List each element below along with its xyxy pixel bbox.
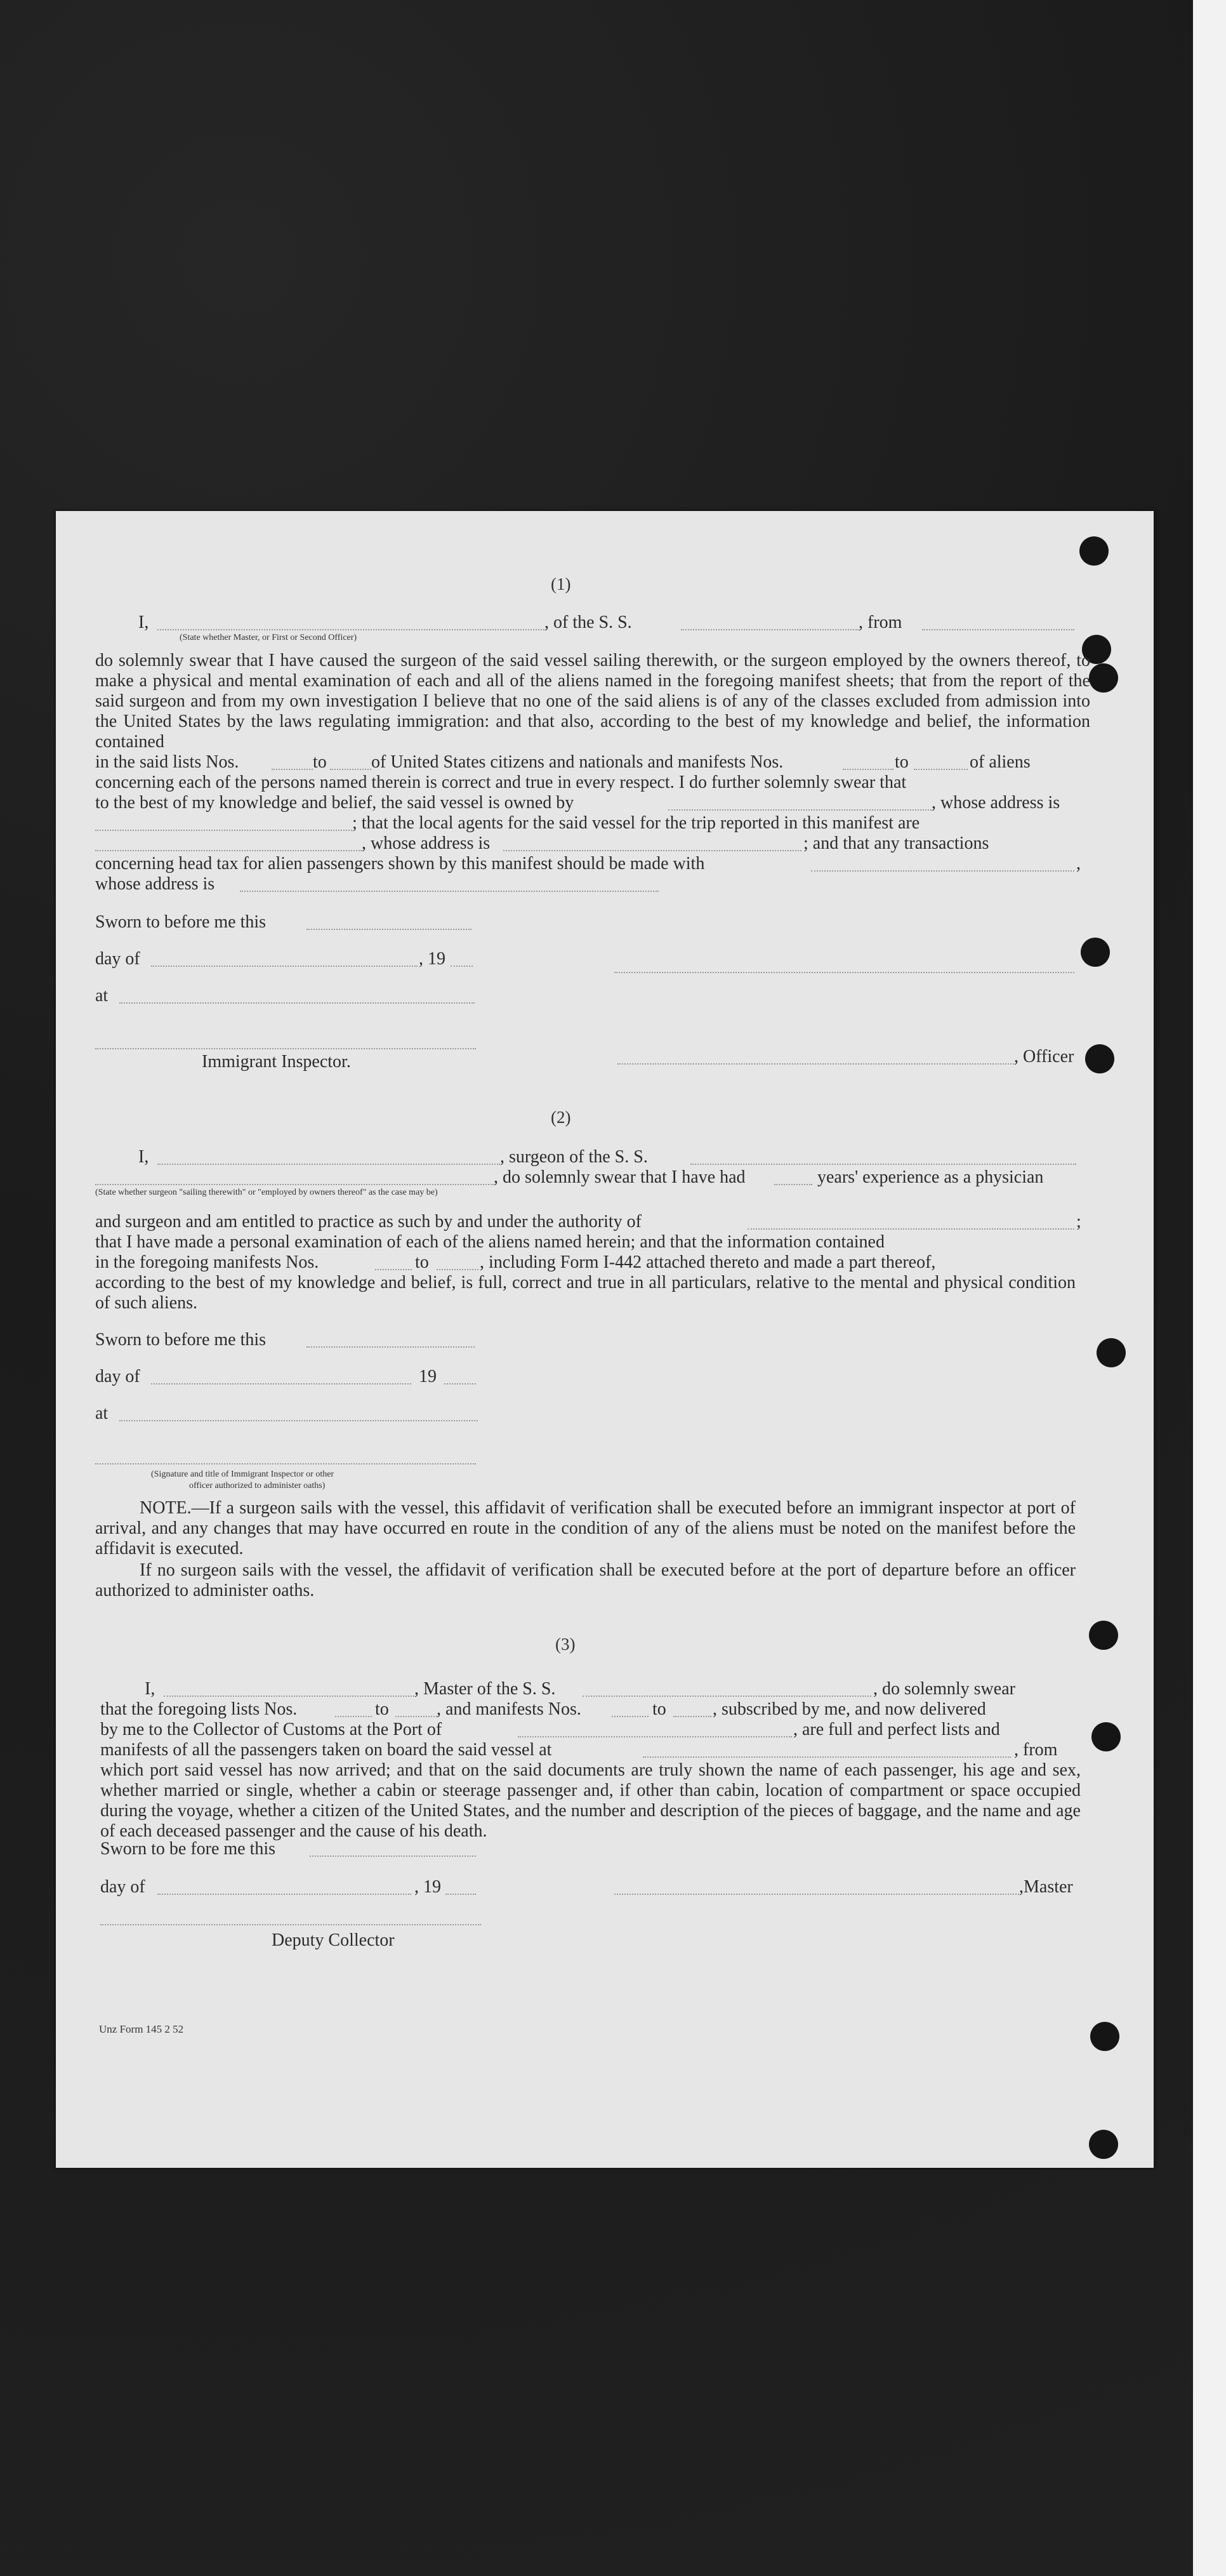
punch-hole [1097,1338,1126,1367]
punch-hole [1085,1044,1114,1073]
s1-sworn: Sworn to before me this [95,912,267,932]
s1-at-field[interactable] [119,1002,475,1004]
form-id: Unz Form 145 2 52 [99,2023,184,2035]
s3-lists-from[interactable] [335,1716,372,1717]
s3-name-field[interactable] [164,1696,414,1697]
s2-sig-hint-2: officer authorized to administer oaths) [189,1481,326,1490]
s1-head-tax-address-field[interactable] [240,891,659,892]
punch-hole [1089,2130,1118,2159]
s3-i-label: I, [145,1679,155,1699]
s1-at: at [95,986,109,1006]
s2-manifests-to: to [415,1252,429,1272]
s2-years: years' experience as a physician [817,1167,1044,1187]
s1-of-ss: , of the S. S. [544,613,632,632]
s1-owner-address-field[interactable] [95,830,352,831]
s2-manifests-to-field[interactable] [437,1269,478,1270]
s3-lists-a: that the foregoing lists Nos. [100,1699,298,1719]
s1-name-field[interactable] [157,629,544,630]
s1-year: , 19 [419,949,445,969]
s3-day-field[interactable] [157,1894,411,1895]
s2-sig-hint-1: (Signature and title of Immigrant Inspector or other [151,1470,334,1479]
s2-at: at [95,1404,109,1423]
s1-day-of: day of [95,949,140,969]
s3-sworn: Sworn to be fore me this [100,1839,276,1859]
s1-lists-c: of aliens [970,752,1031,772]
s1-lists-to1: to [313,752,327,772]
s3-to1: to [375,1699,389,1719]
punch-hole [1089,663,1118,693]
s3-master-of: , Master of the S. S. [414,1679,556,1699]
s1-agents: ; that the local agents for the said vessel for the trip reported in this manifest are [352,813,920,833]
s1-signature-field[interactable] [614,972,1074,973]
s2-note2: If no surgeon sails with the vessel, the affidavit of verification shall be executed before at the port of departure before an officer authorized to administer oaths. [95,1560,1076,1600]
s1-body-p2a: concerning each of the persons named therein is correct and true in every respect. I do further solemnly swear that [95,773,907,792]
s3-master-sig-field[interactable] [614,1894,1019,1895]
section-3-number: (3) [555,1635,576,1654]
s1-lists-b: of United States citizens and nationals and manifests Nos. [371,752,784,772]
s2-capacity-field[interactable] [95,1184,494,1185]
s1-inspector: Immigrant Inspector. [202,1052,351,1072]
s1-manifests-to[interactable] [914,769,968,770]
s1-from-field[interactable] [922,629,1074,630]
s3-year-field[interactable] [445,1894,476,1895]
s3-ship-field[interactable] [583,1696,871,1697]
s2-surgeon-of: , surgeon of the S. S. [500,1147,648,1167]
s2-i-label: I, [138,1147,149,1167]
s1-agents-field[interactable] [95,850,362,851]
s1-inspector-sig-field[interactable] [95,1048,476,1049]
s1-state-hint: (State whether Master, or First or Second Officer) [180,633,357,642]
s3-from: , from [1014,1740,1058,1760]
s2-year-field[interactable] [444,1383,476,1384]
scan-edge [1193,0,1226,2576]
s3-subscribed: , subscribed by me, and now delivered [713,1699,986,1719]
s1-lists-to2: to [895,752,909,772]
punch-hole [1089,1621,1118,1650]
s2-name-field[interactable] [157,1164,500,1165]
s3-day-of: day of [100,1877,145,1897]
s2-body-b: according to the best of my knowledge and belief, is full, correct and true in all particulars, relative to the mental and physical condition of such aliens. [95,1273,1076,1313]
s1-lists-a: in the said lists Nos. [95,752,239,772]
s1-lists-to-field[interactable] [330,769,371,770]
s3-boarded-at-field[interactable] [643,1756,1011,1758]
s1-address-is: , whose address is [932,793,1060,813]
s1-year-field[interactable] [451,966,473,967]
s1-lists-from[interactable] [272,769,313,770]
s3-body: which port said vessel has now arrived; and that on the said documents are truly shown the name of each passenger, his age and sex, whether married or single, whether a cabin or steerage passenger and, if other than cabin, location of compartment or space occupied during the voyage, whether a citizen of the United States, and the number and description of the pieces of baggage, and the name and age of each deceased passenger and the cause of his death. [100,1760,1081,1841]
s1-day-field[interactable] [151,966,418,967]
s1-from: , from [859,613,902,632]
s1-manifests-from[interactable] [843,769,893,770]
section-2-number: (2) [551,1108,571,1127]
s2-years-field[interactable] [774,1184,812,1185]
s3-port-field[interactable] [518,1736,792,1737]
s3-deputy-sig-field[interactable] [100,1924,481,1925]
section-1-number: (1) [551,574,571,594]
s3-collector: by me to the Collector of Customs at the Port of [100,1720,442,1739]
punch-hole [1091,1722,1121,1751]
s2-authority-field[interactable] [748,1228,1074,1230]
s3-swear: , do solemnly swear [873,1679,1015,1699]
s2-day-field[interactable] [151,1383,411,1384]
s1-head-tax: concerning head tax for alien passengers shown by this manifest should be made with [95,854,705,873]
s3-year: , 19 [414,1877,441,1897]
s3-full: , are full and perfect lists and [793,1720,1000,1739]
s2-note: NOTE.—If a surgeon sails with the vessel, this affidavit of verification shall be executed before an immigrant inspector at port of arrival, and any changes that may have occurred en route in the condition of any of the aliens must be noted on the manifest before the affidavit is executed. [95,1498,1076,1558]
s3-manifests-from[interactable] [612,1716,649,1717]
s1-owner-field[interactable] [668,809,932,811]
s2-sworn-field[interactable] [306,1346,475,1348]
s3-manifests-to-field[interactable] [673,1716,711,1717]
s3-to2: to [652,1699,666,1719]
s2-manifests-from[interactable] [375,1269,412,1270]
s1-ship-field[interactable] [681,629,859,630]
s2-state-hint: (State whether surgeon "sailing therewith" or "employed by owners thereof" as the case may be) [95,1188,438,1197]
punch-hole [1090,2022,1119,2051]
s2-year: 19 [419,1367,437,1386]
s3-manifests-all: manifests of all the passengers taken on board the said vessel at [100,1740,552,1760]
s3-manifests: , and manifests Nos. [437,1699,581,1719]
s2-body-a: that I have made a personal examination of each of the aliens named herein; and that the information contained [95,1232,885,1252]
s2-manifests-a: in the foregoing manifests Nos. [95,1252,319,1272]
s3-lists-to-field[interactable] [395,1716,437,1717]
s2-inspector-sig-field[interactable] [95,1463,476,1464]
s2-authority: and surgeon and am entitled to practice as such by and under the authority of [95,1212,642,1232]
punch-hole [1079,536,1109,566]
s3-sworn-field[interactable] [310,1856,476,1857]
s3-master: ,Master [1019,1877,1073,1897]
s1-transactions: ; and that any transactions [803,833,989,853]
s3-deputy: Deputy Collector [272,1930,395,1950]
s1-agents-address-field[interactable] [503,850,801,851]
s1-owned-by: to the best of my knowledge and belief, the said vessel is owned by [95,793,574,813]
s2-ship-field[interactable] [690,1164,1076,1165]
manifest-page [56,511,1154,2168]
s2-sworn: Sworn to before me this [95,1330,267,1350]
s1-whose-address: , whose address is [362,833,491,853]
s1-body-p1: do solemnly swear that I have caused the surgeon of the said vessel sailing therewith, or the surgeon employed by the owners thereof, to make a physical and mental examination of each and all of the aliens named in the foregoing manifest sheets; that from the report of the said surgeon and from my own investigation I believe that no one of the said aliens is of any of the classes excluded from admission into the United States by the laws regulating immigration: and that also, according to the best of my knowledge and belief, the information contained [95,651,1090,752]
s1-officer: , Officer [1014,1047,1074,1066]
s2-manifests-b: , including Form I-442 attached thereto and made a part thereof, [480,1252,936,1272]
punch-hole [1081,938,1110,967]
s1-sworn-field[interactable] [306,929,471,930]
s2-swear-had: , do solemnly swear that I have had [494,1167,746,1187]
s1-whose-address-is: whose address is [95,874,215,894]
s2-at-field[interactable] [119,1420,478,1421]
s2-semicolon: ; [1076,1212,1081,1232]
s1-comma: , [1076,854,1081,873]
s1-officer-field[interactable] [617,1063,1014,1065]
s2-day-of: day of [95,1367,140,1386]
s1-i-label: I, [138,613,149,632]
s1-head-tax-field[interactable] [811,870,1074,872]
